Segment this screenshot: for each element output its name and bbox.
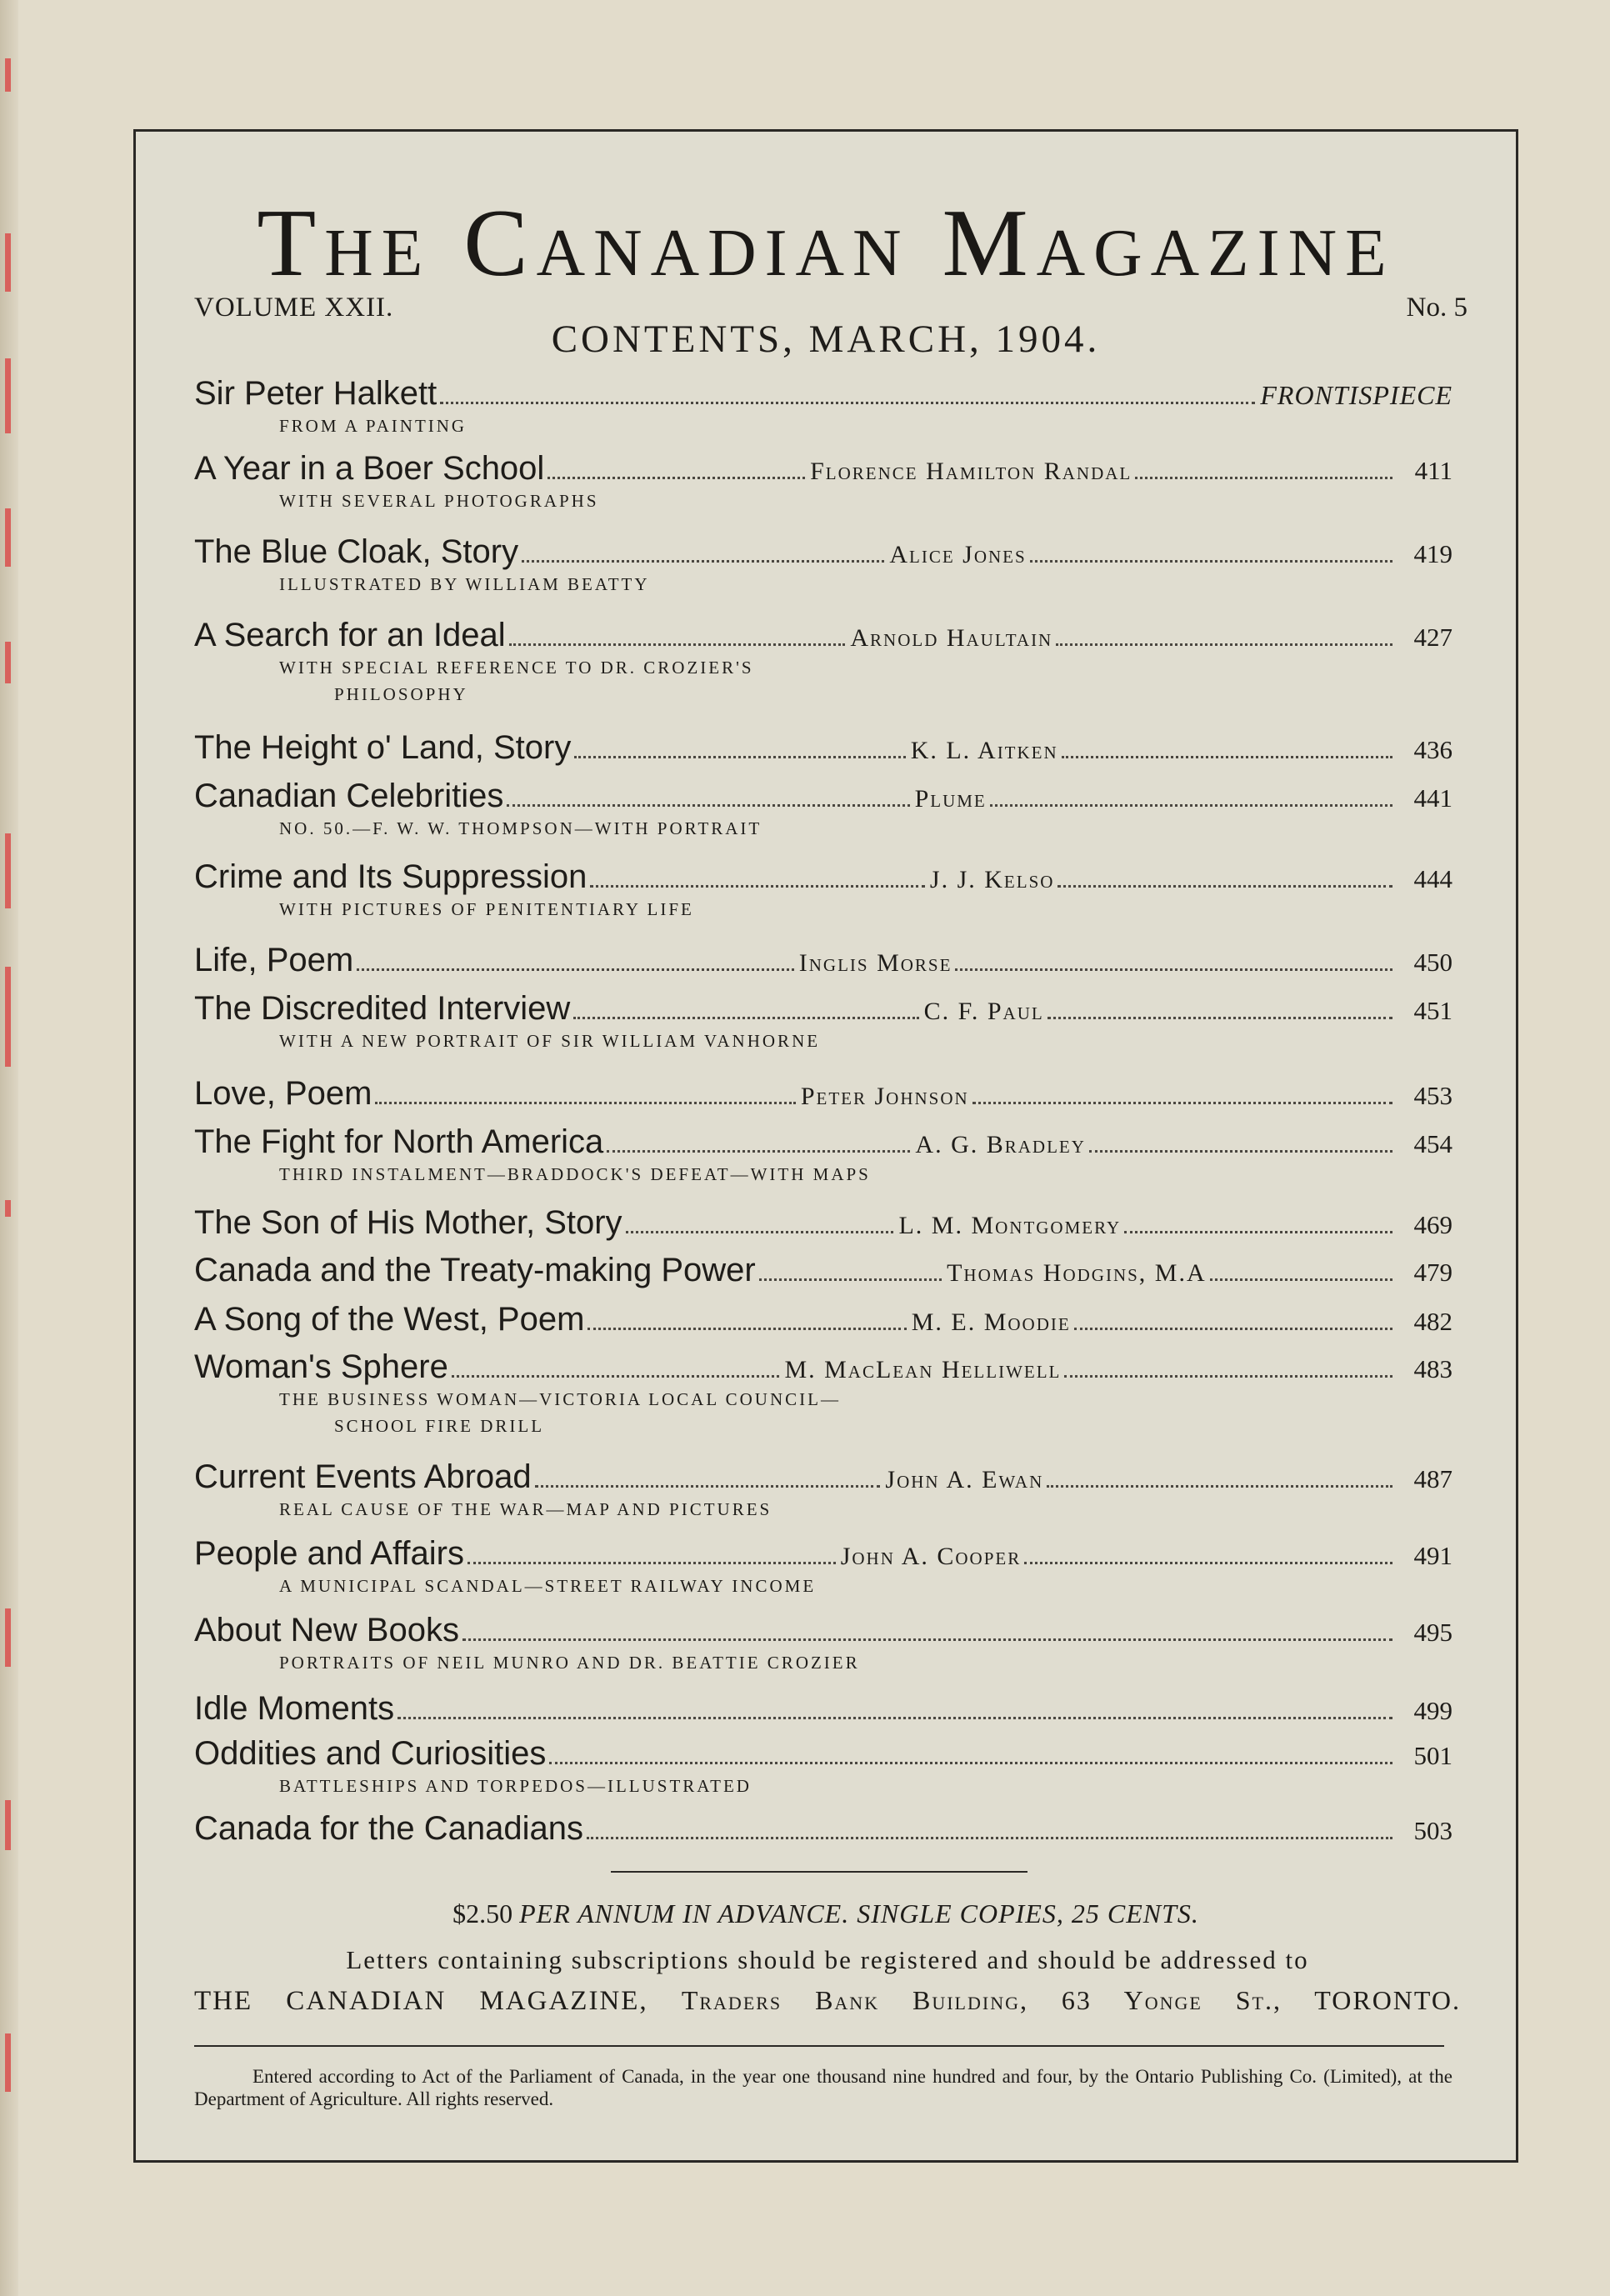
dot-leader: [759, 1278, 942, 1281]
dot-leader: [452, 1375, 780, 1378]
page-number: 441: [1413, 783, 1453, 813]
page-number: 499: [1413, 1696, 1452, 1725]
page-number: 454: [1413, 1129, 1453, 1158]
toc-entry: [194, 778, 1452, 842]
article-subtitle: WITH A NEW PORTRAIT OF SIR WILLIAM VANHORNE: [279, 1031, 821, 1051]
article-subtitle: WITH SPECIAL REFERENCE TO DR. CROZIER'S: [279, 658, 754, 678]
red-edge-mark: [5, 1200, 11, 1217]
red-edge-mark: [5, 233, 11, 292]
toc-entry-line: [194, 778, 1452, 815]
toc-entry: [194, 1252, 1452, 1289]
article-author: M. MacLean Helliwell: [784, 1356, 1062, 1383]
toc-entry-line: [194, 1301, 1452, 1338]
dot-leader: [588, 1328, 906, 1330]
toc-entry-line: [194, 1535, 1452, 1573]
dot-leader: [398, 1717, 1392, 1719]
article-title: A Search for an Ideal: [194, 617, 506, 653]
page-number: 453: [1413, 1081, 1453, 1110]
article-author: J. J. Kelso: [929, 866, 1055, 893]
divider: [194, 2045, 1444, 2047]
page-number: 450: [1413, 948, 1452, 977]
article-subtitle: NO. 50.—F. W. W. THOMPSON—WITH PORTRAIT: [279, 818, 762, 838]
article-title: The Fight for North America: [194, 1123, 604, 1160]
page-number: 503: [1413, 1816, 1452, 1845]
copyright-notice: Entered according to Act of the Parliament of Canada, in the year one thousand nine hundred and four, by the Ontario Publishing Co. (Limited), at the Department of Agriculture. All rights reserved.: [194, 2066, 1452, 2109]
toc-entry-line: [194, 450, 1452, 488]
dot-leader: [626, 1231, 894, 1233]
article-subtitle: PHILOSOPHY: [334, 684, 468, 704]
dot-leader: [1030, 560, 1392, 563]
toc-entry: [194, 1612, 1452, 1676]
toc-entry: [194, 1690, 1452, 1728]
article-title: Woman's Sphere: [194, 1348, 448, 1385]
volume-label: VOLUME XXII.: [194, 293, 394, 323]
publisher-street: Traders Bank Building, 63 Yonge St., TORONTO.: [681, 1985, 1461, 2015]
article-author: Inglis Morse: [798, 949, 952, 977]
article-subtitle: REAL CAUSE OF THE WAR—MAP AND PICTURES: [279, 1499, 772, 1519]
toc-entry: [194, 942, 1452, 979]
toc-entry-line: [194, 942, 1452, 979]
red-edge-mark: [5, 1800, 11, 1850]
article-title: A Year in a Boer School: [194, 450, 545, 487]
page-number: 483: [1413, 1354, 1452, 1383]
toc-entry: [194, 858, 1452, 923]
dot-leader: [587, 1837, 1392, 1839]
article-title: Idle Moments: [194, 1690, 395, 1727]
toc-entry: [194, 450, 1452, 514]
dot-leader: [1047, 1485, 1392, 1488]
dot-leader: [549, 1762, 1392, 1764]
red-edge-mark: [5, 58, 11, 92]
dot-leader: [1058, 885, 1392, 888]
article-subtitle: FROM A PAINTING: [279, 416, 468, 436]
toc-entry: [194, 1348, 1452, 1439]
article-subtitle: THIRD INSTALMENT—BRADDOCK'S DEFEAT—WITH MAPS: [279, 1164, 871, 1184]
page-number: 501: [1413, 1741, 1452, 1770]
page-number: 427: [1413, 623, 1453, 652]
divider: [611, 1871, 1028, 1873]
article-title: People and Affairs: [194, 1535, 464, 1572]
dot-leader: [1062, 756, 1392, 758]
page-number: 411: [1414, 456, 1452, 485]
price-terms: PER ANNUM IN ADVANCE. SINGLE COPIES, 25 CENTS.: [519, 1898, 1199, 1928]
dot-leader: [1089, 1150, 1392, 1153]
dot-leader: [1124, 1231, 1392, 1233]
toc-entry-line: [194, 1690, 1452, 1728]
article-author: Florence Hamilton Randal: [810, 458, 1132, 485]
red-edge-mark: [5, 358, 11, 433]
toc-entry: [194, 1535, 1452, 1599]
toc-entry-line: [194, 1204, 1452, 1242]
article-author: Arnold Haultain: [850, 624, 1053, 652]
dot-leader: [955, 968, 1392, 971]
article-author: M. E. Moodie: [911, 1308, 1071, 1336]
toc-entry: [194, 1204, 1452, 1242]
article-title: Crime and Its Suppression: [194, 858, 588, 895]
publisher-address: [194, 1985, 1461, 2017]
publisher-name: THE CANADIAN MAGAZINE,: [194, 1986, 648, 2016]
article-title: The Height o' Land, Story: [194, 729, 572, 766]
toc-entry-line: [194, 1252, 1452, 1289]
dot-leader: [375, 1102, 795, 1104]
dot-leader: [1135, 477, 1392, 479]
dot-leader: [1074, 1328, 1392, 1330]
page-binding-edge: [0, 0, 18, 2296]
red-edge-mark: [5, 833, 11, 908]
toc-entry-line: [194, 1612, 1452, 1649]
dot-leader: [535, 1485, 881, 1488]
toc-entry: [194, 1301, 1452, 1338]
article-title: About New Books: [194, 1612, 459, 1648]
subscription-price: [136, 1898, 1516, 1929]
article-subtitle: WITH PICTURES OF PENITENTIARY LIFE: [279, 899, 694, 919]
article-title: Oddities and Curiosities: [194, 1735, 547, 1772]
red-edge-mark: [5, 642, 11, 683]
toc-entry-line: [194, 375, 1452, 413]
article-author: John A. Ewan: [885, 1466, 1044, 1493]
article-author: John A. Cooper: [840, 1543, 1022, 1570]
page-number: 444: [1413, 864, 1452, 893]
dot-leader: [1048, 1017, 1392, 1019]
dot-leader: [522, 560, 884, 563]
toc-entry-line: [194, 1735, 1452, 1773]
article-title: The Son of His Mother, Story: [194, 1204, 622, 1241]
toc-entry: [194, 533, 1452, 598]
dot-leader: [590, 885, 925, 888]
toc-entry: [194, 1458, 1452, 1523]
dot-leader: [1024, 1562, 1392, 1564]
article-title: A Song of the West, Poem: [194, 1301, 585, 1338]
dot-leader: [972, 1102, 1392, 1104]
page-number: 451: [1413, 996, 1452, 1025]
toc-entry: [194, 729, 1452, 767]
dot-leader: [462, 1638, 1392, 1641]
toc-entry-line: [194, 533, 1452, 571]
red-edge-mark: [5, 508, 11, 567]
article-title: Canadian Celebrities: [194, 778, 504, 814]
article-title: Current Events Abroad: [194, 1458, 532, 1495]
toc-entry-line: [194, 1123, 1452, 1161]
page-number: 469: [1413, 1210, 1452, 1239]
page-number: 495: [1413, 1618, 1452, 1647]
page-number: FRONTISPIECE: [1260, 380, 1452, 410]
article-author: L. M. Montgomery: [898, 1212, 1122, 1239]
article-author: Peter Johnson: [800, 1083, 969, 1110]
article-subtitle: WITH SEVERAL PHOTOGRAPHS: [279, 491, 599, 511]
article-title: Love, Poem: [194, 1075, 372, 1112]
page-number: 482: [1413, 1307, 1453, 1336]
dot-leader: [1056, 643, 1392, 646]
article-title: Canada for the Canadians: [194, 1810, 583, 1847]
toc-entry: [194, 1123, 1452, 1188]
dot-leader: [440, 402, 1255, 404]
page-number: 436: [1413, 735, 1453, 764]
issue-number: No. 5: [1406, 293, 1468, 323]
page-number: 491: [1413, 1541, 1452, 1570]
price-amount: $2.50: [452, 1898, 513, 1928]
article-subtitle: THE BUSINESS WOMAN—VICTORIA LOCAL COUNCIL—: [279, 1389, 841, 1409]
article-author: A. G. Bradley: [915, 1131, 1086, 1158]
toc-entry-line: [194, 617, 1452, 654]
article-author: Thomas Hodgins, M.A: [947, 1259, 1207, 1287]
dot-leader: [357, 968, 794, 971]
contents-frame: [133, 129, 1518, 2163]
toc-entry-line: [194, 1810, 1452, 1848]
toc-entry-line: [194, 858, 1452, 896]
dot-leader: [574, 756, 905, 758]
article-subtitle: ILLUSTRATED BY WILLIAM BEATTY: [279, 574, 650, 594]
dot-leader: [990, 804, 1392, 807]
toc-entry: [194, 1810, 1452, 1848]
toc-entry-line: [194, 1075, 1452, 1113]
toc-entry-line: [194, 1348, 1452, 1386]
toc-entry-line: [194, 729, 1452, 767]
article-author: Plume: [914, 785, 987, 813]
dot-leader: [548, 477, 805, 479]
toc-entry: [194, 1075, 1452, 1113]
article-title: Life, Poem: [194, 942, 354, 978]
article-subtitle: SCHOOL FIRE DRILL: [334, 1416, 545, 1436]
red-edge-mark: [5, 1608, 11, 1667]
toc-entry: [194, 617, 1452, 708]
red-edge-mark: [5, 2033, 11, 2092]
dot-leader: [573, 1017, 918, 1019]
contents-heading: CONTENTS, MARCH, 1904.: [551, 318, 1101, 361]
toc-entry-line: [194, 1458, 1452, 1496]
dot-leader: [507, 804, 909, 807]
dot-leader: [1064, 1375, 1392, 1378]
dot-leader: [509, 643, 846, 646]
toc-entry: [194, 990, 1452, 1054]
article-subtitle: BATTLESHIPS AND TORPEDOS—ILLUSTRATED: [279, 1776, 752, 1796]
page-number: 419: [1413, 539, 1452, 568]
dot-leader: [468, 1562, 836, 1564]
toc-entry-line: [194, 990, 1452, 1028]
article-author: K. L. Aitken: [910, 737, 1058, 764]
article-title: Canada and the Treaty-making Power: [194, 1252, 756, 1288]
toc-entry: [194, 1735, 1452, 1799]
red-edge-mark: [5, 967, 11, 1067]
article-subtitle: A MUNICIPAL SCANDAL—STREET RAILWAY INCOME: [279, 1576, 817, 1596]
masthead: The Canadian Magazine: [257, 190, 1395, 297]
page-number: 479: [1413, 1258, 1453, 1287]
article-author: C. F. Paul: [923, 998, 1044, 1025]
article-subtitle: PORTRAITS OF NEIL MUNRO AND DR. BEATTIE CROZIER: [279, 1653, 860, 1673]
page-number: 487: [1413, 1464, 1453, 1493]
subscription-instructions: Letters containing subscriptions should be registered and should be addressed to: [346, 1945, 1309, 1974]
toc-entry: [194, 375, 1452, 439]
article-title: The Blue Cloak, Story: [194, 533, 519, 570]
dot-leader: [1210, 1278, 1392, 1281]
dot-leader: [607, 1150, 910, 1153]
article-title: Sir Peter Halkett: [194, 375, 438, 412]
article-author: Alice Jones: [889, 541, 1027, 568]
article-title: The Discredited Interview: [194, 990, 571, 1027]
